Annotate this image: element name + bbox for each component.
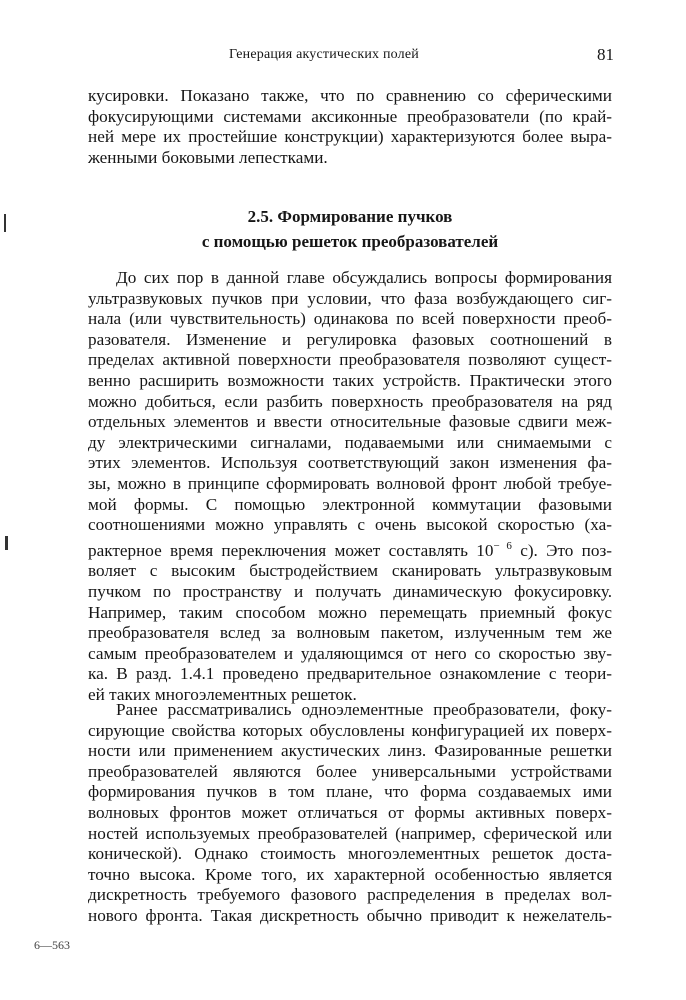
text-line: ности или применением акустических линз. Фазированные решетки xyxy=(88,741,612,761)
time-text-before: рактерное время переключения может составлять 10 xyxy=(88,540,494,560)
text-line: кусировки. Показано также, что по сравнению со сферическими xyxy=(88,86,612,105)
text-line: разователя. Изменение и регулировка фазовых соотношений в xyxy=(88,329,612,349)
text-line: соотношениями можно управлять с очень высокой скоростью (ха- xyxy=(88,515,612,535)
text-line: фокусирующими системами аксиконные преобразователи (по край- xyxy=(88,106,612,126)
text-line: До сих пор в данной главе обсуждались вопросы формирования xyxy=(116,268,612,287)
text-line: можно добиться, если разбить поверхность преобразователя на ряд xyxy=(88,391,612,411)
text-line: преобразователя вслед за волновым пакетом, излученным тем же xyxy=(88,623,612,643)
text-line: воляет с высоким быстродействием сканировать ультразвуковым xyxy=(88,561,612,581)
text-line: ей таких многоэлементных решеток. xyxy=(88,684,357,704)
text-line-with-exponent xyxy=(88,536,612,562)
page-number: 81 xyxy=(597,45,614,64)
text-line: нового фронта. Такая дискретность обычно приводит к нежелатель- xyxy=(88,905,612,925)
text-line: пределах активной поверхности преобразователя позволяют сущест- xyxy=(88,350,612,370)
text-line: сирующие свойства которых обусловлены конфигурацией их поверх- xyxy=(88,720,612,740)
text-line: формирования пучков в том плане, что форма создаваемых ими xyxy=(88,782,612,802)
running-header xyxy=(0,47,686,69)
section-heading-line: 2.5. Формирование пучков xyxy=(247,207,453,226)
time-text-after: с). Это поз- xyxy=(511,540,612,560)
text-line: отдельных элементов и ввести относительные фазовые сдвиги меж- xyxy=(88,412,612,432)
paragraph-1 xyxy=(88,268,612,705)
text-line: точно высока. Кроме того, их характерной особенностью является xyxy=(88,864,612,884)
text-line: Ранее рассматривались одноэлементные преобразователи, фоку- xyxy=(116,700,612,719)
running-title: Генерация акустических полей xyxy=(229,47,419,62)
text-line: венно расширить возможности таких устройств. Практически этого xyxy=(88,370,612,390)
text-line: женными боковыми лепестками. xyxy=(88,147,328,167)
text-line: нала (или чувствительность) одинакова по всей поверхности преоб- xyxy=(88,309,612,329)
text-line: волновых фронтов может отличаться от формы активных поверх- xyxy=(88,802,612,822)
text-line: дискретность требуемого фазового распределения в пределах вол- xyxy=(88,885,612,905)
text-line: ностей используемых преобразователей (например, сферической или xyxy=(88,823,612,843)
paragraph-2 xyxy=(88,700,612,927)
text-line: самым преобразователем и удаляющимся от него со скоростью зву- xyxy=(88,643,612,663)
text-line: этих элементов. Используя соответствующий закон изменения фа- xyxy=(88,453,612,473)
time-exponent: − 6 xyxy=(493,539,512,552)
margin-mark xyxy=(4,214,6,232)
section-heading-line: с помощью решеток преобразователей xyxy=(201,232,499,251)
text-line: конической). Однако стоимость многоэлементных решеток доста- xyxy=(88,844,612,864)
text-line: зы, можно в принципе сформировать волновой фронт любой требуе- xyxy=(88,473,612,493)
text-line: ультразвуковых пучков при условии, что фаза возбуждающего сиг- xyxy=(88,288,612,308)
text-line: мой формы. С помощью электронной коммутации фазовыми xyxy=(88,494,612,514)
margin-mark xyxy=(5,536,8,550)
text-line: ней мере их простейшие конструкции) характеризуются более выра- xyxy=(88,127,612,147)
text-line: ка. В разд. 1.4.1 проведено предварительное ознакомление с теори- xyxy=(88,664,612,684)
text-line: пучком по пространству и получать динамическую фокусировку. xyxy=(88,581,612,601)
text-line: преобразователей являются более универсальными устройствами xyxy=(88,761,612,781)
text-line: ду электрическими сигналами, подаваемыми или снимаемыми с xyxy=(88,432,612,452)
text-line: Например, таким способом можно перемещать приемный фокус xyxy=(88,602,612,622)
intro-paragraph xyxy=(88,86,612,168)
signature-mark: 6—563 xyxy=(34,938,70,952)
section-heading xyxy=(88,204,612,254)
